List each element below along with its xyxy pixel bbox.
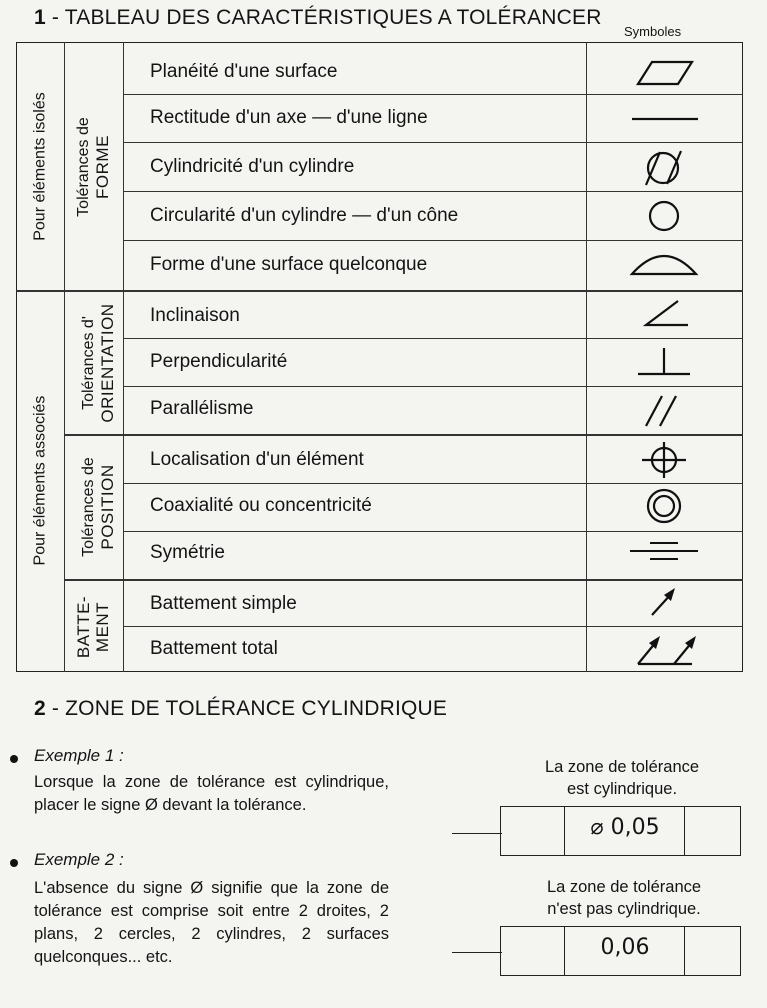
row-divider (123, 626, 743, 627)
row-divider (123, 531, 743, 532)
section-1-title (34, 6, 602, 30)
angularity-icon (620, 295, 710, 335)
concentricity-icon (620, 486, 710, 526)
group-label-orientation-line1: Tolérances d' (80, 316, 97, 410)
group-label-orientation-line2: ORIENTATION (98, 303, 117, 423)
leader-line (452, 952, 502, 953)
group-divider (16, 290, 743, 292)
total-runout-icon (620, 630, 710, 670)
group-label-position-line1: Tolérances de (80, 457, 97, 557)
group-label-orientation (79, 298, 119, 428)
perpendicularity-icon (620, 342, 710, 382)
example-2-caption (509, 876, 739, 920)
row-divider (123, 386, 743, 387)
tolerance-value-cylindrical: ⌀ 0,05 (590, 815, 660, 840)
example-1-caption-line2: est cylindrique. (566, 780, 678, 798)
example-1-caption (507, 756, 737, 800)
label-isolated-elements: Pour éléments isolés (31, 92, 49, 241)
circularity-icon (620, 195, 710, 235)
circular-runout-icon (620, 583, 710, 623)
bullet-icon (10, 755, 18, 763)
row-divider (123, 142, 743, 143)
row-label-cylindricity: Cylindricité d'un cylindre (150, 156, 355, 177)
group-label-battement-line1: BATTE- (74, 595, 93, 659)
surface-profile-icon (620, 244, 710, 284)
section-2-number: 2 (34, 697, 46, 720)
group-label-position (79, 442, 119, 572)
row-divider (123, 94, 743, 95)
flatness-icon (620, 52, 710, 92)
row-label-straightness: Rectitude d'un axe — d'une ligne (150, 107, 428, 128)
section-1-title-text: - TABLEAU DES CARACTÉRISTIQUES A TOLÉRANCER (45, 6, 602, 29)
row-label-circularity: Circularité d'un cylindre — d'un cône (150, 205, 459, 226)
tolerance-value-non-cylindrical: 0,06 (600, 935, 650, 960)
group-label-forme (74, 107, 114, 227)
row-label-circular-runout: Battement simple (150, 593, 297, 614)
symmetry-icon (620, 533, 710, 573)
row-label-flatness: Planéité d'une surface (150, 61, 338, 82)
example-1-body: Lorsque la zone de tolérance est cylindrique, placer le signe Ø devant la tolérance. (34, 773, 389, 814)
row-divider (123, 240, 743, 241)
column-divider (586, 42, 587, 672)
straightness-icon (620, 98, 710, 138)
group-divider (64, 434, 743, 436)
example-2-title: Exemple 2 : (34, 850, 124, 869)
row-divider (123, 338, 743, 339)
row-label-concentricity: Coaxialité ou concentricité (150, 495, 372, 516)
bullet-icon (10, 859, 18, 867)
row-label-position: Localisation d'un élément (150, 449, 364, 470)
section-2-title (34, 697, 447, 721)
row-label-symmetry: Symétrie (150, 542, 225, 563)
section-2-title-text: - ZONE DE TOLÉRANCE CYLINDRIQUE (45, 697, 448, 720)
group-label-forme-line2: FORME (93, 135, 112, 199)
position-icon (620, 440, 710, 480)
example-1-caption-line1: La zone de tolérance (544, 758, 700, 776)
row-label-perpendicularity: Perpendicularité (150, 351, 288, 372)
parallelism-icon (620, 390, 710, 430)
group-label-forme-line1: Tolérances de (75, 117, 92, 217)
example-1-title: Exemple 1 : (34, 746, 124, 765)
group-divider (64, 579, 743, 581)
section-1-number: 1 (34, 6, 46, 29)
column-divider (64, 42, 65, 672)
cylindricity-icon (620, 146, 710, 186)
group-label-battement (74, 582, 114, 672)
group-label-position-line2: POSITION (98, 464, 117, 550)
row-label-parallelism: Parallélisme (150, 398, 254, 419)
example-2-caption-line1: La zone de tolérance (546, 878, 702, 896)
row-label-total-runout: Battement total (150, 638, 278, 659)
group-label-battement-line2: MENT (93, 601, 112, 653)
example-2-caption-line2: n'est pas cylindrique. (547, 900, 701, 918)
leader-line (452, 833, 502, 834)
row-divider (123, 191, 743, 192)
symbols-column-header: Symboles (624, 24, 682, 39)
row-label-angularity: Inclinaison (150, 305, 240, 326)
row-label-surface-profile: Forme d'une surface quelconque (150, 254, 428, 275)
column-divider (123, 42, 124, 672)
row-divider (123, 483, 743, 484)
label-associated-elements: Pour éléments associés (31, 395, 49, 566)
example-2-body: L'absence du signe Ø signifie que la zone de tolérance est comprise soit entre 2 droites, 2 plans, 2 cercles, 2 cylindres, 2 surfaces quelconques... etc. (34, 879, 389, 966)
